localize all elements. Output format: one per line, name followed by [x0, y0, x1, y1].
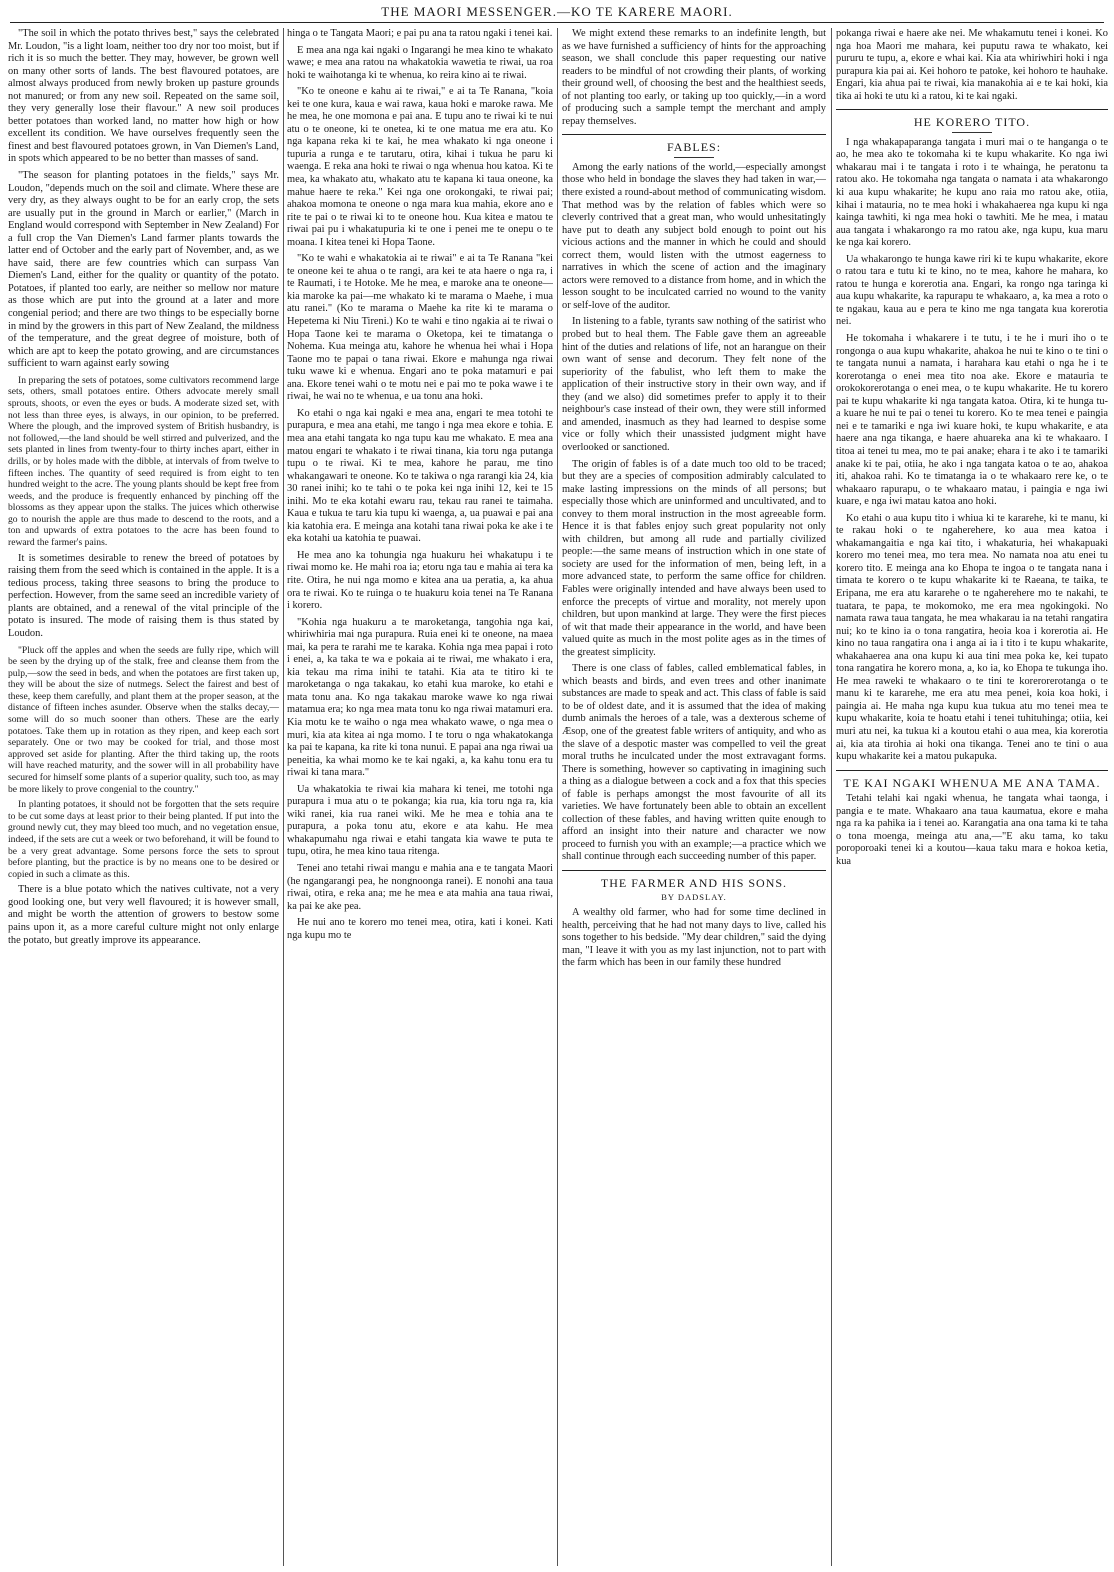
- paragraph: hinga o te Tangata Maori; e pai pu ana ta ratou ngaki i tenei kai.: [287, 28, 553, 39]
- paragraph: In preparing the sets of potatoes, some cultivators recommend large sets, others, small potatoes entire. Others advocate merely small sprouts, shoots, or even the eyes or buds. A moderate sized set, with not less than three eyes, is always, in our opinion, to be preferred. Where the plough, and the improved system of British husbandry, is not followed,—the land should be well stirred and pulverized, and the sets planted in lines from twenty-four to thirty inches apart, either in drills, or by holes made with the dibble, at intervals of from twelve to fifteen inches. The quantity of seed required is from eight to ten hundred weight to the acre. The young plants should be kept free from weeds, and the produce is frequently enhanced by pinching off the blossoms as they appear upon the stalks. The juices which otherwise go to nourish the apple are thus made to descend to the roots, and a ton and upwards of extra potatoes to the acre has been found to reward the farmer's pains.: [8, 374, 279, 549]
- paragraph: Among the early nations of the world,—especially amongst those who held in bondage the slaves they had taken in war,—there existed a round-about method of communicating wisdom. That method was by the relation of fables which were so cleverly contrived that a great man, who would unhesitatingly have put to death any subject bold enough to point out his vicious actions and the manner in which he could and should correct them, would listen with the utmost eagerness to narratives in which the scene of action and the imaginary actors were removed to a distance from home, and in which the lesson sought to be inculcated carried no wound to the vanity or self-love of the auditor.: [562, 161, 826, 311]
- paragraph: Ua whakatokia te riwai kia mahara ki tenei, me totohi nga purapura i mua atu o te pokanga; kia rua, kia toru nga ra, kia wiki ranei, kia rua ranei wiki. Me he mea e tohia ana te purapura, a poka tonu atu, ekore e ata kahu. He mea whakapumahu nga riwai e etahi tangata kia wawe te puta te tupu, otira, he mea kino taua ritenga.: [287, 783, 553, 858]
- paragraph: He tokomaha i whakarere i te tutu, i te he i muri iho o te rongonga o aua kupu whakarite, ahakoa he nui te kino o te tini o te tangata nunui a namata, i harahara kau etahi o nga he i te korerotanga o enei mea tito noa ake. Ekore e matauria te orokokorerotanga o enei mea, o te kupu whakarite. He tu korero pai te kupu whakarite ki nga tangata katoa. Otira, ki te hunga tu-a kuare he nui te pai o tenei tu korero. Ko te mea tenei e paingia nei e te tamariki e nga iwi kuare hoki, te kupu whakarite, e ata haere ana nga tikanga, e haere ahuareka ana ki te whakaaro. I titoa ai tenei tu mea, mo te pai anake; ehara i te ako i te tamariki anake ki te pai, otiia, he ako i nga tangata katoa o te ao, ahakoa iti, ahakoa rahi. Ko te timatanga ia o te whakaaro rere ke, o te whakaaro rapurapu, o te whakaaro matau, i paingia e nga iwi kuare, e nga iwi matau katoa ano hoki.: [836, 333, 1108, 508]
- paragraph: pokanga riwai e haere ake nei. Me whakamutu tenei i konei. Ko nga hoa Maori me mahara, kei puputu rawa te whakato, kei pururu te tupu, a, ekore e whai kai. Kia ata whiriwhiri hoki i nga purapura kia pai ai. Kei hohoro te patoke, kei hohoro te hauhake. Engari, kia ahua pai te riwai, kia manakohia ai e te kai hoki, kia tika ai hoki te utu ki a ratou, ki te kai ngaki.: [836, 28, 1108, 102]
- paragraph: E mea ana nga kai ngaki o Ingarangi he mea kino te whakato wawe; e mea ana ratou na whakatokia wawetia te riwai, ua roa hoki te waihotanga ki te whenua, ko reira kino ai te riwai.: [287, 44, 553, 81]
- paragraph: We might extend these remarks to an indefinite length, but as we have furnished a sufficiency of hints for the approaching season, we shall conclude this paper requesting our native readers to be mindful of not crowding their plants, of working their ground well, of choosing the best and the healthiest seeds, of not planting too early, or taking up too quickly,—in a word of producing such a sample tempt the merchant and amply repay themselves.: [562, 28, 826, 127]
- column-divider: [831, 28, 832, 1566]
- paragraph: Tetahi telahi kai ngaki whenua, he tangata whai taonga, i pangia e te mate. Whakaaro ana taua kaumatua, ekore e maha nga ra ka pahika ia i tenei ao. Karangatia ana ona tama ki te taha o tona moenga, meinga atu ana,—"E aku tama, ko taku poroporoaki tenei ki a koutou—kaua taku mara e hokoa ketia, kua: [836, 793, 1108, 867]
- paragraph: There is one class of fables, called emblematical fables, in which beasts and birds, and even trees and other inanimate substances are made to speak and act. This class of fable is said to be of oldest date, and it is assumed that the idea of making dumb animals the heroes of a tale, was a dexterous scheme of Æsop, one of the greatest fable writers of antiquity, and who as the slave of a despotic master was compelled to veil the great moral truths he inculcated under the most extravagant forms. There is something, however so captivating in imagining such a thing as a dialogue between a cock and a fox that this species of fable is perhaps amongst the most favourite of all its varieties. We have fortunately been able to obtain an excellent collection of these fables, and having written quite enough to afford an insight into their nature and character we now proceed to furnish you with an example;—a practice which we shall continue through each succeeding number of this paper.: [562, 663, 826, 863]
- paragraph: A wealthy old farmer, who had for some time declined in health, perceiving that he had not many days to live, called his sons together to his bedside. "My dear children," said the dying man, "I leave it with you as my last injunction, not to part with the farm which has been in our family these hundred: [562, 907, 826, 969]
- section-rule: [562, 870, 826, 871]
- paragraph: "Pluck off the apples and when the seeds are fully ripe, which will be seen by the drying up of the stalk, free and cleanse them from the pulp,—sow the seed in beds, and when the potatoes are first taken up, they will be about the size of nutmegs. Select the fairest and best of these, keep them carefully, and plant them at the proper season, at the distance of fifteen inches asunder. Observe when the stalks decay,—some will do so much sooner than others. These are the early potatoes. Take them up in rotation as they ripen, and keep each sort separately. One or two may be cooked for trial, and those most approved set aside for planting. After the third taking up, the roots will have reached maturity, and the sower will in all probability have secured for himself some plants of a superior quality, such too, as may be more likely to prove congenial to the country.": [8, 644, 279, 795]
- paragraph: Ko etahi o aua kupu tito i whiua ki te kararehe, ki te manu, ki te rakau hoki o te ngaherehere, ko aua mea katoa i whakamangaitia e nga kai tito, i whakaturia, hei whakapuaki korero mo tenei mea, mo tera mea. No namata noa atu enei tu korero tito. E meinga ana ko Ehopa te ingoa o te tangata nana i timata te korero o te kupu whakarite ki te Raeana, te taika, te Eripana, me era atu kararehe o te ngaherehere mo te nakahi, te tuatara, te papa, te mokomoko, me era mea ngokingoki. No namata rawa taua tangata, he mea whakarau ia na tetahi rangatira nui; ko te kino ia o tona rangatira, heoia koa i korerotia ai. He kino no taua rangatira ona i anga ai ia i tito i te kupu whakarite, whakahaerea ana ona kupu ki aua tini mea poka ke, kei tupato tona rangatira he korero mona, a, ko ia, ko Ehopa te tukunga iho. He mea raweki te whakaaro o te tini te korerorerotanga o te manu ki te kararehe, me era atu mea penei, koia koa hoki, i paingia ai. He maha nga kupu kua tukua atu mo tenei mea te kupu whakarite, koia te hoatu etahi i tenei tuhituhinga; otiia, kei muri atu nei, ka tukua ki a koutou etahi o aua mea, kia korerotia ai, kia ata tirohia ai hoki ona tikanga. Tenei ano te tini o aua kupu whakarite kei a matou pukapuka.: [836, 512, 1108, 763]
- short-rule: [674, 157, 714, 158]
- section-rule: [836, 109, 1108, 110]
- section-header-farmer: [562, 870, 826, 903]
- masthead-rule: [10, 22, 1104, 23]
- column-potatoes-english: [8, 28, 279, 1566]
- section-header-kai-ngaki: [836, 770, 1108, 790]
- paragraph: He mea ano ka tohungia nga huakuru hei whakatupu i te riwai momo ke. He mahi roa ia; etoru nga tau e mahia ai tera ka rite. Otira, he nui nga momo e kitea ana ua peratia, a, ka ahua ora te riwai. Ko te ruinga o te huakuru koia tenei na Te Ranana i korero.: [287, 549, 553, 612]
- masthead: THE MAORI MESSENGER.—KO TE KARERE MAORI.: [381, 4, 733, 19]
- section-title: TE KAI NGAKI WHENUA ME ANA TAMA.: [843, 775, 1101, 790]
- section-rule: [562, 134, 826, 135]
- byline: BY DADSLAY.: [661, 891, 727, 902]
- column-divider: [557, 28, 558, 1566]
- paragraph: Tenei ano tetahi riwai mangu e mahia ana e te tangata Maori (he ngangarangi pea, he nongnoonga ranei). E nonohi ana taua riwai, otira, e reka ana; me he mea e ata mahia ana taua riwai, ka pai ke ake pea.: [287, 863, 553, 912]
- paragraph: In listening to a fable, tyrants saw nothing of the satirist who probed but to heal them. The Fable gave them an agreeable hint of the duties and relations of life, not an harangue on their own want of sense and decorum. They felt none of the superiority of the fabulist, who left them to make the application of their instructive story in their own way, and if they (and we also) did sometimes prefer to apply it to their neighbour's case instead of their own, they were still informed and amended, inasmuch as they had learned to despise some vice or folly which their unassisted judgment might have overlooked or sanctioned.: [562, 316, 826, 453]
- column-fables-maori: [836, 28, 1108, 1566]
- section-rule: [836, 770, 1108, 771]
- paragraph: "Kohia nga huakuru a te maroketanga, tangohia nga kai, whiriwhiria mai nga purapura. Ruia enei ki te oneone, na maea mai, ka pera te rarahi me te karaka. Kohia nga mea papai i roto i enei, a, ka taka te wa e pokaia ai te riwai, me whakato i era, kia tekau ma rima inihi te tatahi. Kia ata te titiro ki te maroketanga o nga takakau, ko etahi kua maroke, ko etahi e mata tonu ana. Ko nga takakau maroke wawe ko nga riwai matamua era; ko nga mea mata tonu ko nga riwai matamuri era. Kia motu ke te waiho o nga mea whakato wawe, o nga mea o muri, kia ata kitea ai nga momo. I te toru o nga whakatokanga ka pai te kapana, ka rite ki tona nunui. E papai ana nga riwai ua peneitia, ka whai momo ke te kai ngaki, a, ka kahu tonu era tu riwai ki tana mara.": [287, 616, 553, 779]
- section-title: FABLES:: [666, 140, 722, 155]
- paragraph: Ko etahi o nga kai ngaki e mea ana, engari te mea totohi te purapura, e mea ana etahi, me tango i nga mea ekore e tohia. E mea ana etahi tangata ko nga tupu kau me whakato. E mea ana matou engari te whakato i te riwai tinana, kia toru nga putanga tupu o te riwai. Ki te mea, kahore he parau, me tino whakangawari te oneone. Ko te takiwa o nga rarangi kia 24, kia 30 ranei inihi; ko te tahi o te poka kei nga inihi 12, kei te 15 inihi. Mo te eka kotahi ewaru rau, tekau rau ranei te taimaha. Kaua e tukua te taru kia tupu ki waenga, a, ua puawai e pai ana kia katohia era. E meinga ana kotahi tana riwai poka ke ake i te eka kotahi ua katohia te puawai.: [287, 407, 553, 545]
- short-rule: [952, 132, 992, 133]
- section-title: THE FARMER AND HIS SONS.: [600, 876, 788, 890]
- paragraph: "Ko te oneone e kahu ai te riwai," e ai ta Te Ranana, "koia kei te one kura, kaua e wai rawa, kaua hoki e maroke rawa. Me he mea, he one momona e pai ana. E tupu ano te riwai ki te nui atu o te oneone, ki te onetea, ki te one matua me era atu. Ko nga kapana reka ki te kai, he mea whakato ki nga oneone i tupuria a runga e te tarutaru, otira, kihai i tukua he paru ki waenga. E reka ana hoki te riwai o nga whenua hou katoa. Ki te mea, ka whakato atu, whakato atu te kapana ki taua oneone, ka mahue haere te reka." Kei nga one orokongaki, te riwai pai; ahakoa momona te oneone o nga mara kua mahia, ekore ano e rite te pai o te riwai ki to te oneone hou. Kua kitea e matou te riwai pai pu i whakatupuria ki te one i penei me te onepu o te moana. I kitea tenei ki Hopa Taone.: [287, 86, 553, 248]
- section-title: HE KORERO TITO.: [913, 115, 1031, 130]
- paragraph: "Ko te wahi e whakatokia ai te riwai" e ai ta Te Ranana "kei te oneone kei te ahua o te rangi, ara kei te ata haere o nga ra, i te Raumati, i te Hotoke. Me he mea, e maroke ana te oneone—kia maroke ka pai—me whakato ki te marama o Maehe, i mua atu ranei." (Ko te marama o Maehe ka rite ki te marama o Hepetema ki Niu Tireni.) Ko te wahi e tino ngakia ai te riwai o Hopa Taone kei te marama o Oketopa, kei te timatanga o Nohema. Kua meinga atu, kahore he whenua hei whai i Hopa Taone mo te papai o tana riwai. Ekore e mahunga nga riwai tuku wawe ki e whenua. Engari ano te poka matamuri e pai ana. Ekore tenei wahi o te motu nei e pai mo te poka wawe i te riwai, he wai no te whenua, e ua tonu ana hoki.: [287, 253, 553, 403]
- column-divider: [283, 28, 284, 1566]
- paragraph: It is sometimes desirable to renew the breed of potatoes by raising them from the seed which is contained in the apple. It is a tedious process, taking three seasons to bring the produce to perfection. However, from the same seed an incredible variety of plants are obtained, and a renewal of the vital principle of the potato is insured. The mode of raising them is thus stated by Loudon.: [8, 552, 279, 639]
- column-potatoes-maori: [287, 28, 553, 1566]
- column-fables-english: [562, 28, 826, 1566]
- paragraph: I nga whakapaparanga tangata i muri mai o te hanganga o te ao, he mea ako te tokomaha ki te kupu whakarite. Ko nga iwi whakarau mai i te tangata i roto i te whainga, he peratonu ta ratou ako. He tokomaha nga tangata o namata i ata whakarongo ki aua kupu whakarite; he kupu ano raia mo ratou ake, otiia, kihai i matauria, no te mea hoki i whakahaerea nga kupu ki nga kainga tawhiti, ki nga mea hoki o tawhiti. Me he mea, i matau aua tangata i whakarongo ra mo ratou ake, nga kupu, kua maru ke nga kai korero.: [836, 136, 1108, 249]
- paragraph: In planting potatoes, it should not be forgotten that the sets require to be cut some days at least prior to their being planted. If put into the ground newly cut, they may bleed too much, and no vegetation ensue, indeed, if the sets are cut a week or two beforehand, it will be found to be a very great advantage. Some persons force the sets to sprout before planting, but the practice is by no means one to be desired or copied in such a climate as this.: [8, 799, 279, 880]
- paragraph: The origin of fables is of a date much too old to be traced; but they are a species of composition admirably calculated to make lasting impressions on the minds of all persons; but especially those which are uninformed and uncultivated, and to convey to them moral instruction in the most agreeable form. Hence it is that fables enjoy such great popularity not only with children, but among all rude and partially civilized people:—the same means of instruction which in one state of society are used for the information of men, being left, in a more advanced state, to perform the same office for children. Fables were originally intended and have always been used to enforce the precepts of virtue and morality, not merely upon children, but upon mankind at large. They were the first pieces of wit that made their appearance in the world, and have been valued quite as much in the most polite ages as in the times of the greatest simplicity.: [562, 458, 826, 658]
- paragraph: Ua whakarongo te hunga kawe riri ki te kupu whakarite, ekore o ratou tara e tutu ki te kino, no te mea, kahore he mahara, ko ratou te hunga e korerotia ana. Engari, ka rongo nga taringa ki aua kupu whakarite, ka rapurapu te whakaaro, a, ka mea a roto o te ngakau, kaua au e pera te kino me nga tangata kua korerotia nei.: [836, 253, 1108, 328]
- paragraph: He nui ano te korero mo tenei mea, otira, kati i konei. Kati nga kupu mo te: [287, 917, 553, 941]
- paragraph: There is a blue potato which the natives cultivate, not a very good looking one, but very well flavoured; it is however small, and might be worth the attention of growers to bestow some pains upon it, as a more careful culture might not only enlarge the potato, but greatly improve its appearance.: [8, 884, 279, 946]
- section-header-fables: [562, 134, 826, 158]
- paragraph: "The season for planting potatoes in the fields," says Mr. Loudon, "depends much on the soil and climate. Where these are very dry, as they always ought to be for an early crop, the sets are usually put in the ground in March or earlier," (March in England would correspond with September in New Zealand) For a full crop the Van Diemen's Land farmer plants towards the latter end of October and the early part of November, and, as we have said, there are few countries which can surpass Van Diemen's Land, either for the quality or quantity of the potato. Potatoes, if planted too early, are neither so mellow nor mature as those which are put into the ground at a later and more congenial period; and there are two things to be especially borne in mind by the growers in this part of New Zealand, the mildness of the temperature, and the great degree of moisture, both of which are apt to keep the potato growing, and are circumstances sufficient to warn against early sowing: [8, 170, 279, 370]
- section-header-korero-tito: [836, 109, 1108, 133]
- paragraph: "The soil in which the potato thrives best," says the celebrated Mr. Loudon, "is a light loam, neither too dry nor too moist, but if rich it is so much the better. They may, however, be grown well on many other sorts of lands. The best flavoured potatoes, are almost always produced from newly broken up pasture grounds not manured; or from any new soil. Repeated on the same soil, they very generally lose their flavour." A new soil produces better potatoes than worked land, no matter how high or how excellent its condition. We have ourselves frequently seen the finest and best flavoured potatoes grown, in Van Diemen's Land, in spots which appeared to be no better than masses of sand.: [8, 28, 279, 165]
